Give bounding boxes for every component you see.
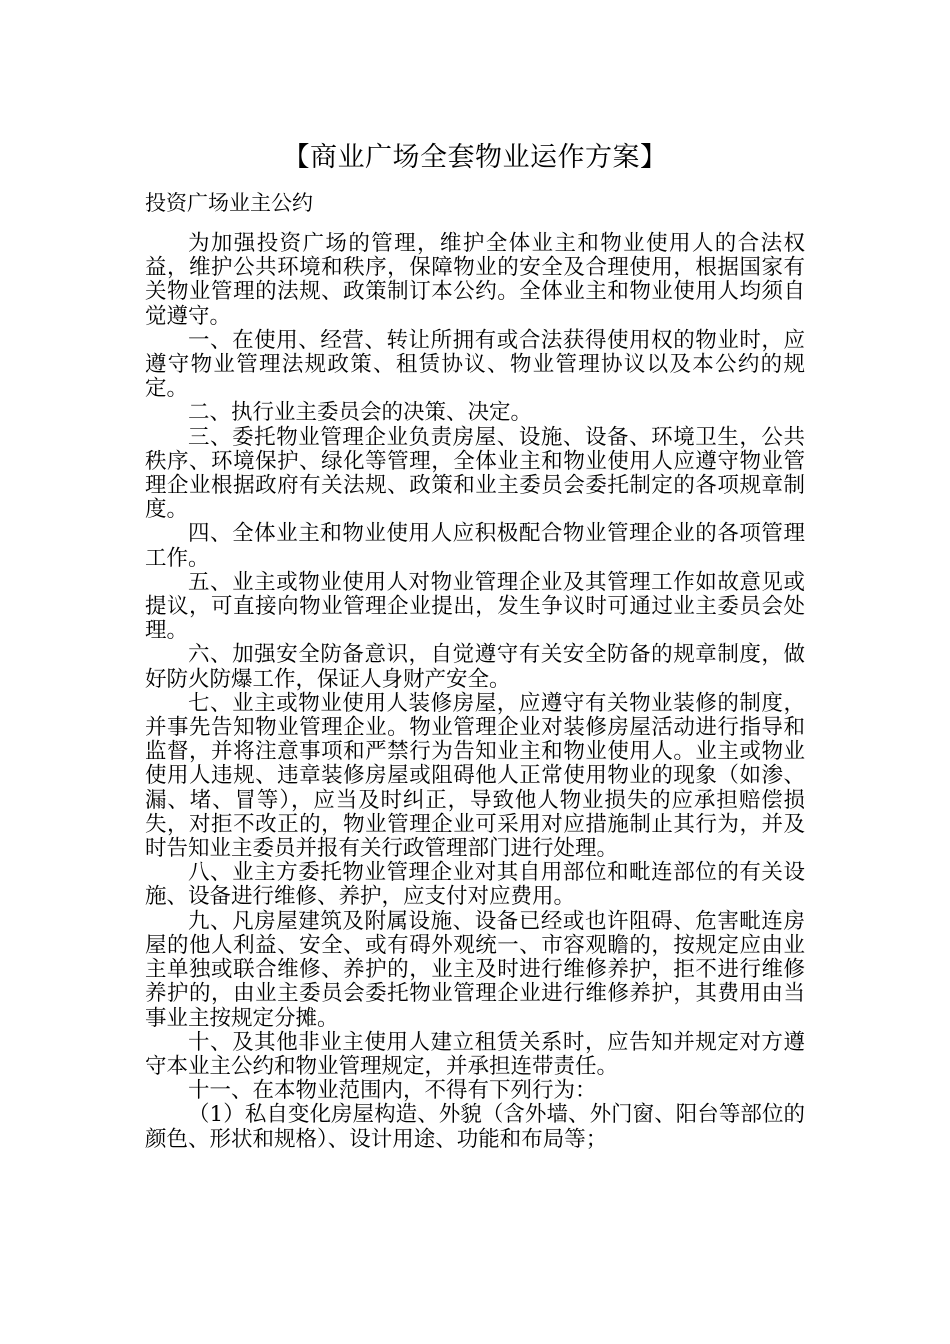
paragraph-article-11-item-1: （1）私自变化房屋构造、外貌（含外墙、外门窗、阳台等部位的颜色、形状和规格）、设计用途、功能和布局等； <box>145 1102 805 1152</box>
paragraph-article-11: 十一、在本物业范围内，不得有下列行为： <box>188 1078 597 1104</box>
paragraph-article-3: 三、委托物业管理企业负责房屋、设施、设备、环境卫生，公共秩序、环境保护、绿化等管理，全体业主和物业使用人应遵守物业管理企业根据政府有关法规、政策和业主委员会委托制定的各项规章制度。 <box>145 424 805 523</box>
document-title: 【商业广场全套物业运作方案】 <box>282 142 668 173</box>
paragraph-article-4: 四、全体业主和物业使用人应积极配合物业管理企业的各项管理工作。 <box>145 521 805 571</box>
paragraph-article-10: 十、及其他非业主使用人建立租赁关系时，应告知并规定对方遵守本业主公约和物业管理规定，并承担连带责任。 <box>145 1029 805 1079</box>
paragraph-article-6: 六、加强安全防备意识，自觉遵守有关安全防备的规章制度，做好防火防爆工作，保证人身财产安全。 <box>145 642 805 692</box>
paragraph-article-5: 五、业主或物业使用人对物业管理企业及其管理工作如故意见或提议，可直接向物业管理企业提出，发生争议时可通过业主委员会处理。 <box>145 569 805 644</box>
paragraph-article-8: 八、业主方委托物业管理企业对其自用部位和毗连部位的有关设施、设备进行维修、养护，应支付对应费用。 <box>145 860 805 910</box>
document-body <box>145 232 805 1152</box>
paragraph-article-2: 二、执行业主委员会的决策、决定。 <box>188 400 533 426</box>
paragraph-article-9: 九、凡房屋建筑及附属设施、设备已经或也许阻碍、危害毗连房屋的他人利益、安全、或有碍外观统一、市容观瞻的，按规定应由业主单独或联合维修、养护的，业主及时进行维修养护，拒不进行维修养护的，由业主委员会委托物业管理企业进行维修养护，其费用由当事业主按规定分摊。 <box>145 908 805 1031</box>
paragraph-article-7: 七、业主或物业使用人装修房屋，应遵守有关物业装修的制度，并事先告知物业管理企业。物业管理企业对装修房屋活动进行指导和监督，并将注意事项和严禁行为告知业主和物业使用人。业主或物业使用人违规、违章装修房屋或阻碍他人正常使用物业的现象（如渗、漏、堵、冒等），应当及时纠正，导致他人物业损失的应承担赔偿损失，对拒不改正的，物业管理企业可采用对应措施制止其行为，并及时告知业主委员并报有关行政管理部门进行处理。 <box>145 690 805 862</box>
paragraph-article-1: 一、在使用、经营、转让所拥有或合法获得使用权的物业时，应遵守物业管理法规政策、租赁协议、物业管理协议以及本公约的规定。 <box>145 327 805 402</box>
document-subtitle: 投资广场业主公约 <box>145 191 313 215</box>
paragraph-intro: 为加强投资广场的管理，维护全体业主和物业使用人的合法权益，维护公共环境和秩序，保障物业的安全及合理使用，根据国家有关物业管理的法规、政策制订本公约。全体业主和物业使用人均须自觉遵守。 <box>145 231 805 329</box>
